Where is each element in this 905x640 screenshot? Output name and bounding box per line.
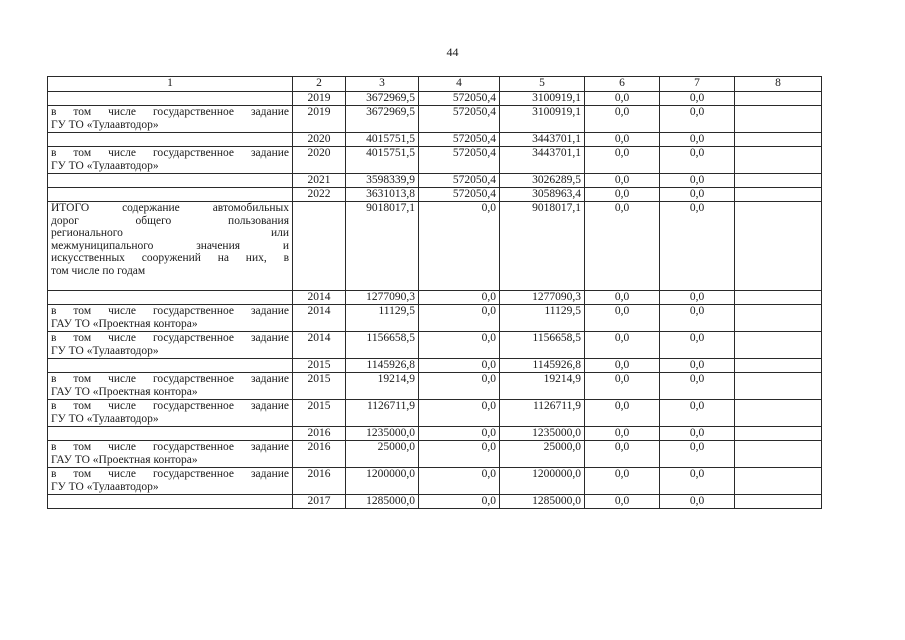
other-cell: 0,0: [660, 468, 735, 495]
municipal-cell: 0,0: [585, 359, 660, 373]
other-cell: 0,0: [660, 202, 735, 291]
other-cell: 0,0: [660, 427, 735, 441]
description-cell: [48, 188, 293, 202]
description-line: ГУ ТО «Тулаавтодор»: [51, 412, 159, 425]
description-line: том числе по годам: [51, 264, 146, 277]
total-cell: 1145926,8: [346, 359, 419, 373]
federal-cell: 572050,4: [419, 133, 500, 147]
municipal-cell: 0,0: [585, 202, 660, 291]
description-line: ГУ ТО «Тулаавтодор»: [51, 344, 159, 357]
table-row: [48, 92, 822, 106]
table-row: [48, 441, 822, 468]
description-line: ИТОГО содержание автомобильных: [51, 202, 289, 214]
description-cell: [48, 106, 293, 133]
page-number: 44: [446, 45, 459, 59]
regional-cell: 1145926,8: [500, 359, 585, 373]
regional-cell: 3443701,1: [500, 133, 585, 147]
note-cell: [735, 106, 822, 133]
year-cell: 2014: [293, 305, 346, 332]
other-cell: 0,0: [660, 441, 735, 468]
other-cell: 0,0: [660, 106, 735, 133]
regional-cell: 3443701,1: [500, 147, 585, 174]
description-cell: [48, 92, 293, 106]
other-cell: 0,0: [660, 92, 735, 106]
description-line: ГУ ТО «Тулаавтодор»: [51, 480, 159, 493]
total-cell: 4015751,5: [346, 147, 419, 174]
regional-cell: 25000,0: [500, 441, 585, 468]
note-cell: [735, 359, 822, 373]
federal-cell: 572050,4: [419, 174, 500, 188]
municipal-cell: 0,0: [585, 427, 660, 441]
other-cell: 0,0: [660, 373, 735, 400]
total-cell: 1200000,0: [346, 468, 419, 495]
note-cell: [735, 202, 822, 291]
federal-cell: 0,0: [419, 373, 500, 400]
other-cell: 0,0: [660, 188, 735, 202]
total-cell: 3672969,5: [346, 106, 419, 133]
description-line: в том числе государственное задание: [51, 373, 289, 385]
total-cell: 4015751,5: [346, 133, 419, 147]
description-line: в том числе государственное задание: [51, 468, 289, 480]
description-cell: [48, 373, 293, 400]
header-cell-8: 8: [735, 77, 822, 92]
description-line: межмуниципального значения и: [51, 239, 289, 252]
year-cell: 2015: [293, 359, 346, 373]
description-line: в том числе государственное задание: [51, 305, 289, 317]
municipal-cell: 0,0: [585, 468, 660, 495]
total-cell: 3631013,8: [346, 188, 419, 202]
total-cell: 19214,9: [346, 373, 419, 400]
note-cell: [735, 188, 822, 202]
note-cell: [735, 332, 822, 359]
description-cell: [48, 332, 293, 359]
other-cell: 0,0: [660, 305, 735, 332]
note-cell: [735, 468, 822, 495]
description-cell: [48, 291, 293, 305]
description-line: в том числе государственное задание: [51, 147, 289, 159]
year-cell: 2016: [293, 468, 346, 495]
year-cell: 2014: [293, 291, 346, 305]
other-cell: 0,0: [660, 332, 735, 359]
year-cell: 2021: [293, 174, 346, 188]
table-row: [48, 468, 822, 495]
total-cell: 25000,0: [346, 441, 419, 468]
municipal-cell: 0,0: [585, 147, 660, 174]
year-cell: 2014: [293, 332, 346, 359]
description-line: в том числе государственное задание: [51, 106, 289, 118]
year-cell: 2015: [293, 400, 346, 427]
year-cell: 2017: [293, 495, 346, 509]
table-header-row: [48, 77, 822, 92]
total-cell: 3672969,5: [346, 92, 419, 106]
description-cell: [48, 133, 293, 147]
year-cell: 2020: [293, 147, 346, 174]
table-row: [48, 133, 822, 147]
table-row: [48, 359, 822, 373]
note-cell: [735, 305, 822, 332]
federal-cell: 572050,4: [419, 92, 500, 106]
federal-cell: 572050,4: [419, 147, 500, 174]
description-cell: [48, 468, 293, 495]
description-line: в том числе государственное задание: [51, 332, 289, 344]
regional-cell: 1200000,0: [500, 468, 585, 495]
description-line: ГУ ТО «Тулаавтодор»: [51, 118, 159, 131]
total-cell: 1277090,3: [346, 291, 419, 305]
note-cell: [735, 92, 822, 106]
note-cell: [735, 147, 822, 174]
note-cell: [735, 373, 822, 400]
federal-cell: 0,0: [419, 441, 500, 468]
note-cell: [735, 495, 822, 509]
other-cell: 0,0: [660, 133, 735, 147]
table-row: [48, 188, 822, 202]
other-cell: 0,0: [660, 291, 735, 305]
table-row: [48, 427, 822, 441]
federal-cell: 0,0: [419, 291, 500, 305]
regional-cell: 1277090,3: [500, 291, 585, 305]
header-cell-7: 7: [660, 77, 735, 92]
year-cell: [293, 202, 346, 291]
description-line: ГАУ ТО «Проектная контора»: [51, 317, 198, 330]
note-cell: [735, 174, 822, 188]
table-row: [48, 174, 822, 188]
year-cell: 2016: [293, 427, 346, 441]
regional-cell: 1156658,5: [500, 332, 585, 359]
header-cell-1: 1: [48, 77, 293, 92]
note-cell: [735, 400, 822, 427]
description-line: искусственных сооружений на них, в: [51, 252, 289, 264]
description-line: дорог общего пользования: [51, 214, 289, 227]
regional-cell: 3058963,4: [500, 188, 585, 202]
table-row: [48, 400, 822, 427]
federal-cell: 0,0: [419, 332, 500, 359]
federal-cell: 0,0: [419, 400, 500, 427]
federal-cell: 0,0: [419, 202, 500, 291]
table-body: [48, 77, 822, 509]
municipal-cell: 0,0: [585, 495, 660, 509]
regional-cell: 1126711,9: [500, 400, 585, 427]
federal-cell: 0,0: [419, 359, 500, 373]
municipal-cell: 0,0: [585, 188, 660, 202]
table-row: [48, 305, 822, 332]
regional-cell: 3026289,5: [500, 174, 585, 188]
year-cell: 2015: [293, 373, 346, 400]
other-cell: 0,0: [660, 400, 735, 427]
municipal-cell: 0,0: [585, 133, 660, 147]
total-cell: 11129,5: [346, 305, 419, 332]
description-cell: [48, 147, 293, 174]
federal-cell: 0,0: [419, 468, 500, 495]
description-cell: [48, 495, 293, 509]
federal-cell: 0,0: [419, 495, 500, 509]
year-cell: 2022: [293, 188, 346, 202]
municipal-cell: 0,0: [585, 441, 660, 468]
description-line: ГАУ ТО «Проектная контора»: [51, 385, 198, 398]
table-row: [48, 332, 822, 359]
note-cell: [735, 291, 822, 305]
description-cell: [48, 427, 293, 441]
header-cell-5: 5: [500, 77, 585, 92]
regional-cell: 9018017,1: [500, 202, 585, 291]
total-cell: 3598339,9: [346, 174, 419, 188]
header-cell-2: 2: [293, 77, 346, 92]
description-line: в том числе государственное задание: [51, 441, 289, 453]
year-cell: 2019: [293, 106, 346, 133]
description-cell: [48, 202, 293, 291]
regional-cell: 3100919,1: [500, 106, 585, 133]
municipal-cell: 0,0: [585, 373, 660, 400]
other-cell: 0,0: [660, 174, 735, 188]
header-cell-4: 4: [419, 77, 500, 92]
municipal-cell: 0,0: [585, 400, 660, 427]
total-cell: 1126711,9: [346, 400, 419, 427]
note-cell: [735, 133, 822, 147]
other-cell: 0,0: [660, 147, 735, 174]
table-row: [48, 495, 822, 509]
description-cell: [48, 441, 293, 468]
regional-cell: 19214,9: [500, 373, 585, 400]
federal-cell: 0,0: [419, 305, 500, 332]
table-row: [48, 147, 822, 174]
regional-cell: 1235000,0: [500, 427, 585, 441]
budget-table: [47, 76, 822, 509]
table-row: [48, 202, 822, 291]
federal-cell: 572050,4: [419, 106, 500, 133]
regional-cell: 11129,5: [500, 305, 585, 332]
note-cell: [735, 441, 822, 468]
federal-cell: 0,0: [419, 427, 500, 441]
description-cell: [48, 305, 293, 332]
municipal-cell: 0,0: [585, 92, 660, 106]
description-line: в том числе государственное задание: [51, 400, 289, 412]
municipal-cell: 0,0: [585, 305, 660, 332]
total-cell: 1156658,5: [346, 332, 419, 359]
header-cell-6: 6: [585, 77, 660, 92]
regional-cell: 3100919,1: [500, 92, 585, 106]
municipal-cell: 0,0: [585, 174, 660, 188]
total-cell: 1235000,0: [346, 427, 419, 441]
year-cell: 2020: [293, 133, 346, 147]
total-cell: 9018017,1: [346, 202, 419, 291]
description-cell: [48, 174, 293, 188]
federal-cell: 572050,4: [419, 188, 500, 202]
total-cell: 1285000,0: [346, 495, 419, 509]
municipal-cell: 0,0: [585, 332, 660, 359]
table-row: [48, 291, 822, 305]
municipal-cell: 0,0: [585, 106, 660, 133]
regional-cell: 1285000,0: [500, 495, 585, 509]
table-row: [48, 106, 822, 133]
description-cell: [48, 400, 293, 427]
description-cell: [48, 359, 293, 373]
year-cell: 2016: [293, 441, 346, 468]
note-cell: [735, 427, 822, 441]
description-line: ГАУ ТО «Проектная контора»: [51, 453, 198, 466]
other-cell: 0,0: [660, 359, 735, 373]
table-row: [48, 373, 822, 400]
municipal-cell: 0,0: [585, 291, 660, 305]
description-line: регионального или: [51, 227, 289, 239]
year-cell: 2019: [293, 92, 346, 106]
other-cell: 0,0: [660, 495, 735, 509]
description-line: ГУ ТО «Тулаавтодор»: [51, 159, 159, 172]
header-cell-3: 3: [346, 77, 419, 92]
